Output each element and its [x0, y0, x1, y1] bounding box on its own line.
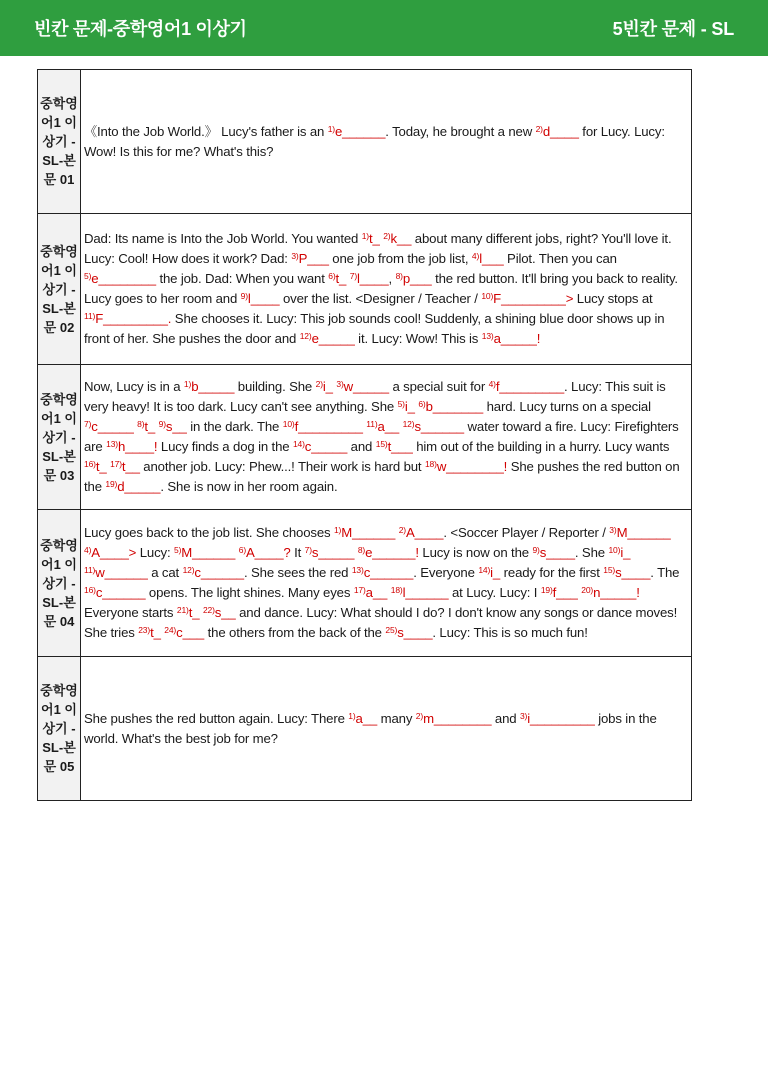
row-label: 중학영어1 이상기 - SL-본문 02	[38, 214, 81, 365]
blank-number: 13)	[106, 439, 118, 449]
passage-fragment: hard. Lucy turns on a special	[483, 399, 651, 414]
blank-answer	[541, 585, 578, 600]
blank-hint: a_____!	[493, 331, 541, 346]
blank-hint: s__	[214, 605, 236, 620]
blank-hint: P___	[298, 251, 329, 266]
blank-answer	[581, 585, 639, 600]
blank-answer	[472, 251, 504, 266]
blank-answer	[84, 585, 145, 600]
blank-answer	[425, 459, 507, 474]
passage-fragment: the red button. It'll bring you back to reality. Lucy goes to her room and	[84, 271, 678, 306]
blank-number: 4)	[471, 251, 480, 261]
passage-fragment: it. Lucy: Wow! This is	[354, 331, 482, 346]
blank-number: 6)	[418, 399, 426, 409]
blank-hint: i_	[620, 545, 631, 560]
blank-answer	[316, 379, 333, 394]
blank-hint: s____	[539, 545, 575, 560]
blank-hint: t__	[121, 459, 140, 474]
blank-number: 8)	[357, 545, 366, 555]
blank-hint: k__	[390, 231, 412, 246]
blank-number: 5)	[84, 271, 92, 281]
blank-number: 24)	[164, 625, 177, 635]
passage-fragment: Now, Lucy is in a	[84, 379, 184, 394]
blank-number: 19)	[105, 479, 118, 489]
blank-hint: F_________>	[493, 291, 574, 306]
passage-text	[81, 657, 692, 801]
blank-hint: l____	[357, 271, 389, 286]
blank-number: 14)	[292, 439, 305, 449]
blank-hint: l______	[402, 585, 449, 600]
passage-fragment: . She sees the red	[243, 565, 352, 580]
passage-fragment: and	[347, 439, 376, 454]
blank-answer	[376, 439, 413, 454]
blank-hint: s______	[414, 419, 464, 434]
blank-hint: t_	[335, 271, 347, 286]
blank-number: 7)	[84, 419, 92, 429]
blank-answer	[366, 419, 399, 434]
blank-hint: d_____	[117, 479, 161, 494]
blank-hint: c_____	[91, 419, 134, 434]
blank-answer	[348, 711, 377, 726]
blank-hint: s____	[615, 565, 651, 580]
blank-hint: h____!	[117, 439, 158, 454]
blank-hint: b_______	[425, 399, 484, 414]
question-table	[37, 69, 692, 801]
passage-fragment: another job. Lucy: Phew...! Their work is hard but	[139, 459, 425, 474]
blank-number: 23)	[138, 625, 151, 635]
passage-fragment: Pilot. Then you can	[503, 251, 617, 266]
blank-hint: M______	[181, 545, 236, 560]
blank-answer	[84, 311, 171, 326]
blank-hint: p___	[402, 271, 432, 286]
passage-fragment: It	[290, 545, 305, 560]
blank-answer	[399, 525, 444, 540]
blank-answer	[283, 419, 363, 434]
blank-answer	[110, 459, 140, 474]
blank-answer	[241, 291, 280, 306]
blank-answer	[416, 711, 492, 726]
blank-number: 1)	[327, 123, 335, 134]
blank-hint: i_________	[527, 710, 595, 726]
blank-answer	[383, 231, 411, 246]
blank-number: 18)	[390, 585, 403, 595]
passage-fragment: Lucy:	[136, 545, 175, 560]
blank-answer	[358, 545, 419, 560]
blank-number: 11)	[366, 419, 378, 429]
blank-hint: l___	[479, 251, 504, 266]
blank-number: 5)	[397, 399, 405, 409]
blank-number: 3)	[609, 525, 617, 535]
passage-fragment: and	[491, 710, 520, 726]
blank-hint: d____	[542, 123, 579, 139]
blank-hint: w________!	[436, 459, 508, 474]
blank-hint: f_________	[294, 419, 363, 434]
blank-hint: A____>	[91, 545, 137, 560]
blank-number: 2)	[535, 123, 543, 134]
blank-answer	[84, 271, 156, 286]
passage-fragment: . The	[650, 565, 680, 580]
blank-answer	[481, 291, 573, 306]
blank-number: 8)	[137, 419, 145, 429]
blank-answer	[300, 331, 355, 346]
worksheet-body	[0, 56, 768, 801]
blank-answer	[391, 585, 449, 600]
blank-number: 11)	[84, 565, 96, 575]
blank-hint: s__	[165, 419, 187, 434]
blank-answer	[418, 399, 483, 414]
blank-number: 12)	[402, 419, 415, 429]
blank-number: 14)	[478, 565, 491, 575]
passage-text	[81, 214, 692, 365]
blank-answer	[403, 419, 464, 434]
blank-hint: M______	[341, 525, 396, 540]
passage-fragment: about many different jobs, right? You'll love it. Lucy: Cool! How does it work? Dad:	[84, 231, 672, 266]
blank-answer	[532, 545, 574, 560]
passage-fragment: in the dark. The	[186, 419, 283, 434]
blank-hint: i_	[404, 399, 415, 414]
passage-fragment: She chooses it. Lucy: This job sounds cool! Suddenly, a shining blue door shows up in front of her. She pushes the door and	[84, 311, 665, 346]
passage-fragment: 《Into the Job World.》 Lucy's father is an	[84, 123, 328, 139]
question-row	[38, 365, 692, 510]
passage-fragment: Lucy stops at	[573, 291, 653, 306]
question-row	[38, 214, 692, 365]
blank-number: 12)	[299, 331, 312, 341]
blank-hint: m________	[423, 710, 492, 726]
passage-fragment: . Everyone	[413, 565, 479, 580]
passage-fragment: . Lucy: This is so much fun!	[432, 625, 588, 640]
blank-answer	[336, 379, 389, 394]
passage-fragment: over the list. <Designer / Teacher /	[279, 291, 482, 306]
blank-number: 20)	[581, 585, 594, 595]
blank-number: 9)	[158, 419, 166, 429]
blank-answer	[84, 459, 107, 474]
blank-answer	[482, 331, 540, 346]
blank-hint: t_	[369, 231, 380, 246]
blank-number: 12)	[182, 565, 195, 575]
blank-hint: n_____!	[593, 585, 640, 600]
blank-hint: e_____	[311, 331, 355, 346]
blank-hint: s____	[397, 625, 433, 640]
row-label: 중학영어1 이상기 - SL-본문 03	[38, 365, 81, 510]
passage-fragment: water toward a fire. Lucy: Firefighters are	[84, 419, 679, 454]
passage-fragment: Lucy is now on the	[418, 545, 533, 560]
blank-hint: i_	[322, 379, 333, 394]
blank-answer	[328, 271, 346, 286]
blank-answer	[350, 271, 389, 286]
blank-hint: s_____	[311, 545, 355, 560]
blank-number: 17)	[110, 459, 122, 469]
blank-answer	[184, 379, 234, 394]
passage-text	[81, 365, 692, 510]
blank-hint: e________	[91, 271, 156, 286]
blank-answer	[328, 124, 386, 139]
blank-answer	[603, 565, 650, 580]
blank-answer	[334, 525, 395, 540]
blank-hint: a__	[355, 710, 378, 726]
blank-answer	[398, 399, 415, 414]
blank-hint: t_	[144, 419, 156, 434]
passage-fragment: She pushes the red button on the	[84, 459, 680, 494]
passage-fragment: for Lucy. Lucy: Wow! Is this for me? What's this?	[84, 123, 665, 159]
blank-number: 2)	[383, 231, 391, 241]
blank-hint: t___	[387, 439, 413, 454]
blank-answer	[478, 565, 500, 580]
question-row	[38, 70, 692, 214]
blank-number: 5)	[174, 545, 182, 555]
blank-hint: c______	[363, 565, 414, 580]
blank-number: 22)	[202, 605, 215, 615]
blank-hint: M______	[616, 525, 671, 540]
passage-text	[81, 70, 692, 214]
blank-number: 25)	[385, 625, 398, 635]
blank-number: 10)	[608, 545, 621, 555]
blank-number: 2)	[398, 525, 406, 535]
blank-answer	[105, 479, 160, 494]
passage-fragment: ready for the first	[500, 565, 604, 580]
blank-number: 7)	[349, 271, 358, 281]
blank-number: 1)	[348, 710, 356, 721]
blank-number: 13)	[481, 331, 494, 341]
passage-fragment: . Lucy: This suit is very heavy! It is too dark. Lucy can't see anything. She	[84, 379, 666, 414]
blank-answer	[520, 711, 595, 726]
passage-fragment: at Lucy. Lucy: I	[448, 585, 541, 600]
blank-answer	[536, 124, 579, 139]
passage-fragment: . She	[574, 545, 609, 560]
blank-number: 9)	[532, 545, 540, 555]
blank-hint: A____?	[246, 545, 291, 560]
passage-fragment: jobs in the world. What's the best job for me?	[84, 710, 657, 746]
passage-fragment: and dance. Lucy: What should I do? I don't know any songs or dance moves! She tries	[84, 605, 678, 640]
blank-number: 6)	[238, 545, 247, 555]
blank-hint: w______	[95, 565, 148, 580]
blank-number: 10)	[282, 419, 295, 429]
blank-number: 2)	[415, 710, 424, 721]
blank-number: 2)	[315, 379, 323, 389]
blank-number: 6)	[328, 271, 336, 281]
blank-answer	[385, 625, 432, 640]
row-label: 중학영어1 이상기 - SL-본문 04	[38, 510, 81, 657]
blank-hint: e______!	[365, 545, 419, 560]
blank-answer	[84, 419, 134, 434]
passage-fragment: building. She	[234, 379, 316, 394]
blank-answer	[354, 585, 387, 600]
passage-fragment: . Today, he brought a new	[385, 123, 536, 139]
passage-fragment: Everyone starts	[84, 605, 177, 620]
blank-answer	[489, 379, 564, 394]
passage-fragment: She pushes the red button again. Lucy: There	[84, 710, 349, 726]
blank-number: 4)	[84, 545, 92, 555]
blank-number: 3)	[291, 251, 299, 261]
passage-fragment: one job from the job list,	[328, 251, 472, 266]
blank-hint: e______	[335, 123, 386, 139]
blank-answer	[609, 525, 670, 540]
passage-fragment: Lucy finds a dog in the	[157, 439, 293, 454]
blank-number: 1)	[361, 231, 369, 241]
passage-fragment: a special suit for	[388, 379, 489, 394]
passage-fragment: Dad: Its name is Into the Job World. You wanted	[84, 231, 362, 246]
blank-hint: F_________.	[95, 311, 172, 326]
blank-hint: a__	[365, 585, 388, 600]
page-header	[0, 0, 768, 56]
blank-number: 11)	[84, 311, 96, 321]
blank-answer	[352, 565, 413, 580]
blank-number: 16)	[84, 585, 96, 595]
blank-answer	[137, 419, 155, 434]
blank-number: 10)	[481, 291, 494, 301]
passage-fragment: the others from the back of the	[204, 625, 386, 640]
blank-hint: c___	[176, 625, 205, 640]
blank-answer	[203, 605, 236, 620]
blank-answer	[396, 271, 432, 286]
passage-fragment: Lucy goes back to the job list. She chooses	[84, 525, 334, 540]
blank-number: 18)	[424, 459, 437, 469]
passage-fragment: opens. The light shines. Many eyes	[145, 585, 354, 600]
blank-hint: l____	[247, 291, 280, 306]
blank-answer	[164, 625, 204, 640]
blank-answer	[106, 439, 157, 454]
passage-fragment: ,	[388, 271, 396, 286]
blank-number: 3)	[336, 379, 344, 389]
blank-hint: c______	[194, 565, 244, 580]
blank-number: 17)	[353, 585, 366, 595]
blank-hint: f_________	[495, 379, 565, 394]
blank-number: 16)	[84, 459, 96, 469]
passage-fragment: a cat	[147, 565, 183, 580]
blank-hint: w_____	[343, 379, 389, 394]
blank-answer	[239, 545, 291, 560]
question-row	[38, 510, 692, 657]
blank-answer	[362, 231, 380, 246]
blank-number: 19)	[540, 585, 553, 595]
row-label: 중학영어1 이상기 - SL-본문 05	[38, 657, 81, 801]
blank-hint: f___	[552, 585, 578, 600]
passage-fragment: many	[377, 710, 416, 726]
blank-hint: t_	[188, 605, 200, 620]
blank-number: 21)	[176, 605, 189, 615]
blank-hint: c______	[95, 585, 146, 600]
blank-hint: c_____	[304, 439, 348, 454]
blank-answer	[159, 419, 187, 434]
blank-number: 4)	[488, 379, 496, 389]
blank-hint: i_	[490, 565, 501, 580]
row-label: 중학영어1 이상기 - SL-본문 01	[38, 70, 81, 214]
blank-answer	[183, 565, 244, 580]
blank-answer	[305, 545, 355, 560]
blank-number: 1)	[183, 379, 192, 389]
passage-fragment: . She is now in her room again.	[160, 479, 338, 494]
blank-hint: A____	[405, 525, 444, 540]
passage-fragment: . <Soccer Player / Reporter /	[443, 525, 610, 540]
blank-answer	[177, 605, 200, 620]
passage-text	[81, 510, 692, 657]
passage-fragment: him out of the building in a hurry. Lucy wants	[412, 439, 670, 454]
blank-answer	[293, 439, 347, 454]
passage-fragment: the job. Dad: When you want	[155, 271, 329, 286]
blank-number: 9)	[240, 291, 248, 301]
blank-answer	[174, 545, 235, 560]
blank-answer	[291, 251, 328, 266]
header-title: 빈칸 문제-중학영어1 이상기	[34, 19, 247, 39]
blank-hint: b_____	[191, 379, 235, 394]
blank-answer	[84, 565, 148, 580]
question-row	[38, 657, 692, 801]
blank-number: 1)	[333, 525, 342, 535]
blank-number: 8)	[395, 271, 403, 281]
blank-number: 15)	[375, 439, 388, 449]
header-badge: 5빈칸 문제 - SL	[612, 19, 734, 39]
blank-number: 13)	[351, 565, 364, 575]
blank-number: 15)	[603, 565, 616, 575]
blank-answer	[608, 545, 630, 560]
blank-number: 7)	[304, 545, 312, 555]
blank-hint: t_	[95, 459, 107, 474]
blank-answer	[84, 545, 136, 560]
blank-number: 3)	[519, 710, 528, 721]
blank-hint: t_	[150, 625, 161, 640]
blank-answer	[138, 625, 161, 640]
blank-hint: a__	[377, 419, 400, 434]
